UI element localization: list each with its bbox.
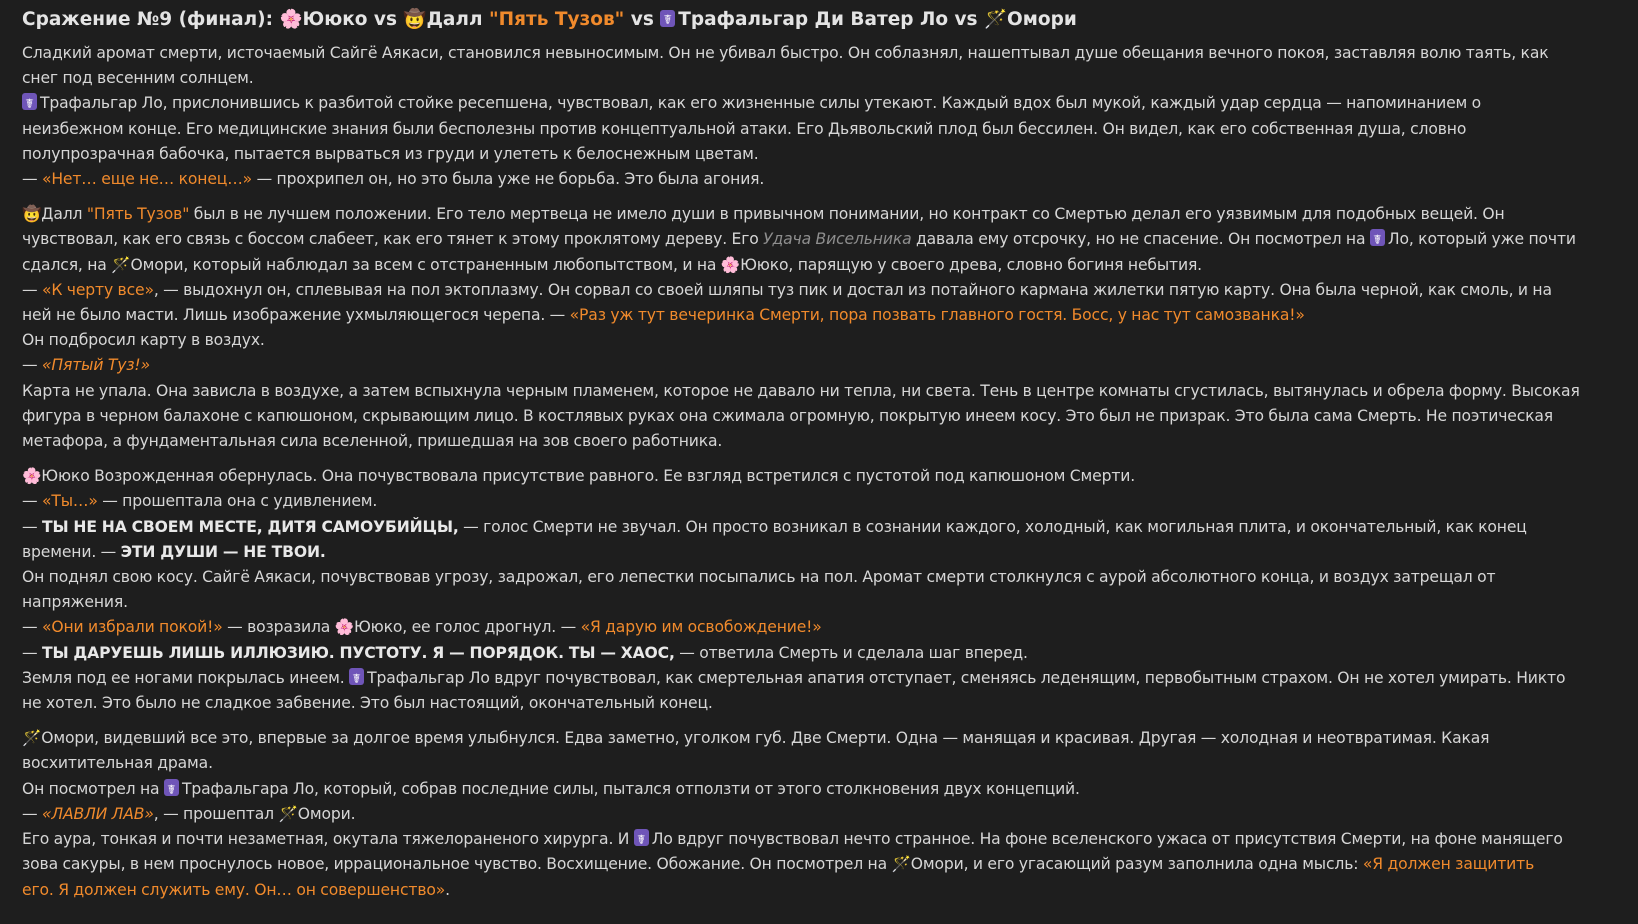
paragraph-2 <box>22 202 1616 454</box>
text-span: сдался, на <box>22 255 112 274</box>
dialogue-line <box>22 802 1616 827</box>
dialogue-line <box>22 540 1616 565</box>
text-line: Сладкий аромат смерти, источаемый Сайгё Аякаси, становился невыносимым. Он не убивал быстро. Он соблазнял, нашептывал душе обещания вечного покоя, заставляя волю таять, как <box>22 44 1549 62</box>
text-span: 🌸Ююко, парящую у своего древа, словно богиня небытия. <box>720 255 1202 274</box>
caduceus-icon <box>634 829 649 846</box>
text-line <box>22 777 1616 802</box>
skill-name: Удача Висельника <box>763 230 912 249</box>
quote: «Я дарую им освобождение!» <box>580 618 822 637</box>
text-line: метафора, а фундаментальная сила вселенной, пришедшая на зов своего работника. <box>22 432 723 451</box>
caduceus-icon <box>1370 229 1385 246</box>
text-line: напряжения. <box>22 593 128 612</box>
text-span: 🪄Омори, который наблюдал за всем с отстраненным любопытством, и на <box>111 255 721 274</box>
quote: «К черту все» <box>41 280 154 299</box>
text-span: — голос Смерти не звучал. Он просто возникал в сознании каждого, холодный, как могильная плита, и окончательный, как конец <box>458 517 1527 536</box>
text-span: , — прошептал 🪄Омори. <box>153 804 356 823</box>
dash: — <box>22 643 42 662</box>
paragraph-3 <box>22 464 1616 716</box>
caduceus-icon <box>164 779 179 796</box>
dash: — <box>22 804 42 823</box>
death-speech: ТЫ НЕ НА СВОЕМ МЕСТЕ, ДИТЯ САМОУБИЙЦЫ, <box>41 517 459 536</box>
battle-title <box>22 8 1616 32</box>
paragraph-1 <box>22 41 1616 192</box>
text-span: Он посмотрел на <box>22 779 164 798</box>
quote: «ЛАВЛИ ЛАВ» <box>41 804 154 823</box>
text-span: Ло вдруг почувствовал нечто странное. На фоне вселенского ужаса от присутствия Смерти, на фоне манящего <box>651 830 1563 849</box>
quote: «Раз уж тут вечеринка Смерти, пора позвать главного гостя. Босс, у нас тут самозванка!» <box>569 306 1305 325</box>
paragraph-4 <box>22 726 1616 902</box>
caduceus-icon <box>22 93 37 110</box>
text-line: снег под весенним солнцем. <box>22 69 254 88</box>
title-yuyuko: 🌸Ююко <box>279 9 368 30</box>
quote: «Ты…» <box>41 492 98 511</box>
text-line <box>22 666 1616 691</box>
text-span: — возразила 🌸Ююко, ее голос дрогнул. — <box>222 618 581 637</box>
text-line <box>22 827 1616 852</box>
quote: «Они избрали покой!» <box>41 618 223 637</box>
death-speech: ТЫ ДАРУЕШЬ ЛИШЬ ИЛЛЮЗИЮ. ПУСТОТУ. Я — ПОРЯДОК. ТЫ — ХАОС, <box>41 643 675 662</box>
text-span: времени. — <box>22 542 121 561</box>
quote: «Пятый Туз!» <box>41 356 150 375</box>
quote: его. Я должен служить ему. Он… он совершенство» <box>22 880 446 899</box>
title-vs: vs <box>624 9 661 30</box>
text-line: 🪄Омори, видевший все это, впервые за долгое время улыбнулся. Едва заметно, уголком губ. Две Смерти. Одна — манящая и красивая. Другая — холодная и неотвратимая. Какая <box>22 729 1490 748</box>
text-line: неизбежном конце. Его медицинские знания были бесполезны против концептуальной атаки. Его Дьявольский плод был бессилен. Он видел, как его собственная душа, словно <box>22 119 1467 138</box>
title-prefix: Сражение №9 (финал): <box>22 9 280 30</box>
text-span: Земля под ее ногами покрылась инеем. <box>22 668 350 687</box>
title-omori: 🪄Омори <box>984 9 1077 30</box>
text-line <box>22 202 1616 227</box>
caduceus-icon <box>660 10 675 27</box>
text-span: чувствовал, как его связь с боссом слабеет, как его тянет к этому проклятому дереву. Его <box>22 230 764 249</box>
caduceus-icon <box>349 668 364 685</box>
text-span: . <box>445 880 450 899</box>
text-span: — прошептала она с удивлением. <box>97 492 378 511</box>
text-span: , — выдохнул он, сплевывая на пол эктоплазму. Он сорвал со своей шляпы туз пик и достал из потайного кармана жилетки пятую карту. Она была черной, как смоль, и на <box>153 280 1552 299</box>
text-line <box>22 852 1616 877</box>
quote: «Я должен защитить <box>1362 855 1535 874</box>
text-line: 🌸Ююко Возрожденная обернулась. Она почувствовала присутствие равного. Ее взгляд встретился с пустотой под капюшоном Смерти. <box>22 467 1136 486</box>
text-span: Его аура, тонкая и почти незаметная, окутала тяжелораненого хирурга. И <box>22 830 634 849</box>
text-span: — прохрипел он, но это была уже не борьба. Это была агония. <box>252 170 765 189</box>
text-line <box>22 91 1616 116</box>
text-line: Карта не упала. Она зависла в воздухе, а затем вспыхнула черным пламенем, которое не давало ни тепла, ни света. Тень в центре комнаты сгустилась, вытянулась и обрела форму. Высокая <box>22 381 1580 400</box>
text-span: — ответила Смерть и сделала шаг вперед. <box>674 643 1028 662</box>
text-line: Он подбросил карту в воздух. <box>22 331 265 350</box>
quote: «Нет… еще не… конец…» <box>41 170 253 189</box>
text-span: ней не было масти. Лишь изображение ухмыляющегося черепа. — <box>22 306 570 325</box>
title-vs: vs <box>948 9 984 30</box>
title-dall: 🤠Далл <box>403 9 489 30</box>
dash: — <box>22 170 42 189</box>
dall-nickname: "Пять Тузов" <box>86 205 190 224</box>
title-vs: vs <box>367 9 404 30</box>
text-span: Трафальгар Ло вдруг почувствовал, как смертельная апатия отступает, сменяясь леденящим, первобытным страхом. Он не хотел умирать. Никто <box>367 668 1566 687</box>
text-line: Он поднял свою косу. Сайгё Аякаси, почувствовав угрозу, задрожал, его лепестки посыпались на пол. Аромат смерти столкнулся с аурой абсолютного конца, и воздух затрещал от <box>22 568 1496 587</box>
text-line: полупрозрачная бабочка, пытается вырваться из груди и улететь к белоснежным цветам. <box>22 144 759 163</box>
text-span: Трафальгара Ло, который, собрав последние силы, пытался отползти от этого столкновения двух концепций. <box>181 779 1080 798</box>
text-span: Далл <box>41 205 87 224</box>
text-line <box>22 227 1616 252</box>
text-line: фигура в черном балахоне с капюшоном, скрывающим лицо. В костлявых руках она сжимала огромную, покрытую инеем косу. Это был не призрак. Это была сама Смерть. Не поэтическая <box>22 406 1554 425</box>
dialogue-line <box>22 615 1616 640</box>
death-speech: ЭТИ ДУШИ — НЕ ТВОИ. <box>120 542 326 561</box>
dialogue-line <box>22 303 1616 328</box>
dialogue-line <box>22 489 1616 514</box>
title-dall-nickname: "Пять Тузов" <box>488 9 625 30</box>
text-line <box>22 878 1616 903</box>
dialogue-line <box>22 278 1616 303</box>
text-span: давала ему отсрочку, но не спасение. Он посмотрел на <box>911 230 1370 249</box>
dash: — <box>22 517 42 536</box>
dialogue-line <box>22 515 1616 540</box>
text-span: Трафальгар Ло, прислонившись к разбитой стойке ресепшена, чувствовал, как его жизненные силы утекают. Каждый вдох был мукой, каждый удар сердца — напоминанием о <box>40 94 1482 113</box>
cowboy-icon: 🤠 <box>22 205 42 224</box>
text-line: не хотел. Это было не сладкое забвение. Это был настоящий, окончательный конец. <box>22 694 713 713</box>
title-law: Трафальгар Ди Ватер Ло <box>678 9 949 30</box>
text-line <box>22 253 1616 278</box>
dialogue-line <box>22 353 1616 378</box>
dialogue-line <box>22 641 1616 666</box>
text-span: был в не лучшем положении. Его тело мертвеца не имело души в привычном понимании, но контракт со Смертью делал его уязвимым для подобных вещей. Он <box>189 205 1505 224</box>
text-span: Ло, который уже почти <box>1387 230 1576 249</box>
text-span: зова сакуры, в нем проснулось новое, иррациональное чувство. Восхищение. Обожание. Он посмотрел на 🪄Омори, и его угасающий разум заполнила одна мысль: <box>22 855 1363 874</box>
dash: — <box>22 280 42 299</box>
dash: — <box>22 492 42 511</box>
text-line: восхитительная драма. <box>22 754 213 773</box>
dialogue-line <box>22 167 1616 192</box>
dash: — <box>22 356 42 375</box>
dash: — <box>22 618 42 637</box>
